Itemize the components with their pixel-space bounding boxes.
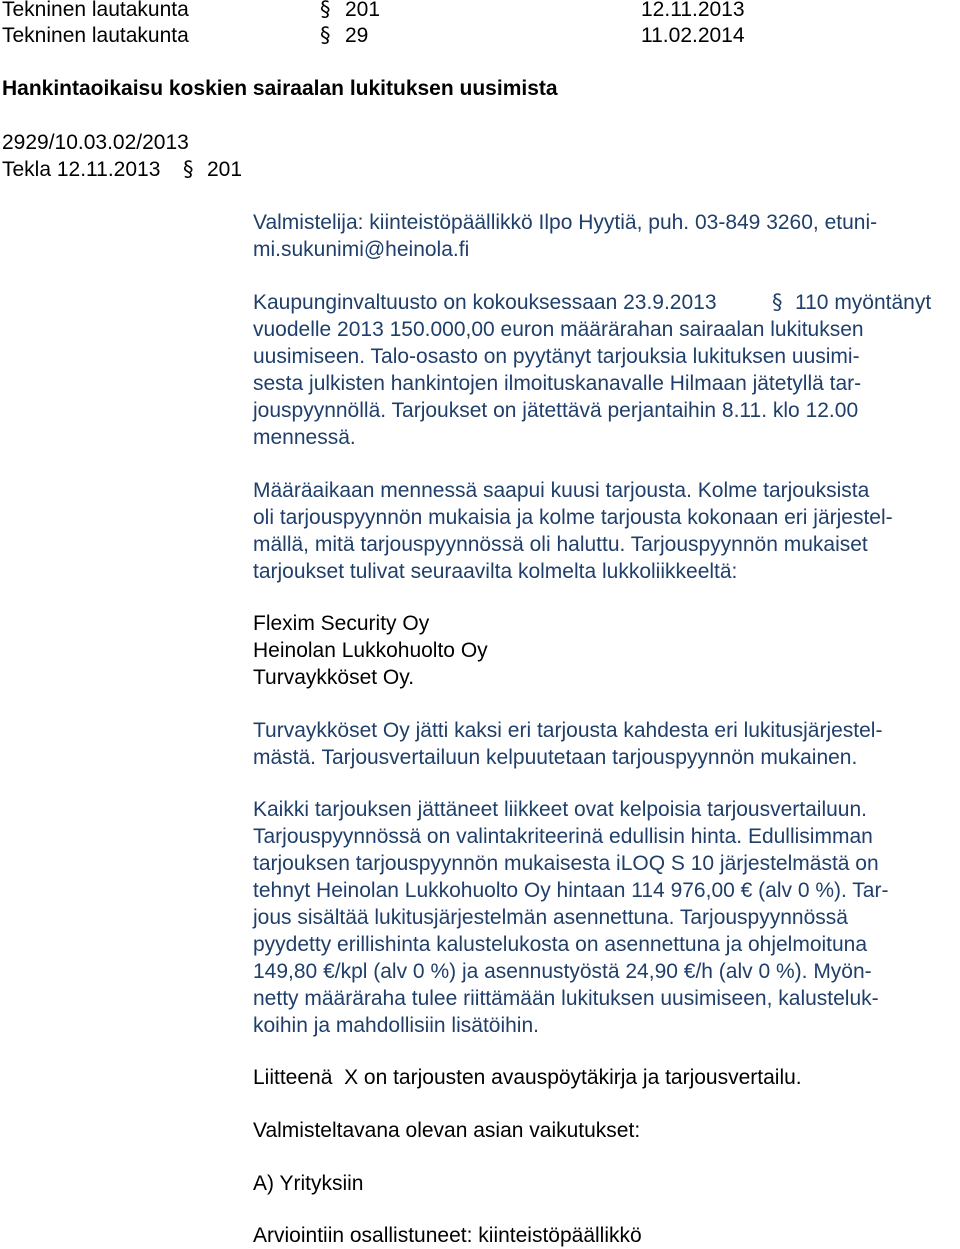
p1-line: jouspyynnöllä. Tarjoukset on jätettävä perjantaihin 8.11. klo 12.00 (253, 399, 859, 422)
meeting-section-number-2: 29 (345, 24, 369, 47)
p2-line: Määräaikaan mennessä saapui kuusi tarjousta. Kolme tarjouksista (253, 479, 870, 502)
preparer-line-1: Valmistelija: kiinteistöpäällikkö Ilpo Hyytiä, puh. 03-849 3260, etuni- (253, 211, 878, 234)
p4-line: tehnyt Heinolan Lukkohuolto Oy hintaan 114 976,00 € (alv 0 %). Tar- (253, 879, 889, 902)
p1-line: mennessä. (253, 426, 356, 449)
preparer-line-2: mi.sukunimi@heinola.fi (253, 238, 470, 261)
p4-line: tarjouksen tarjouspyynnön mukaisesta iLOQ S 10 järjestelmästä on (253, 852, 879, 875)
p4-line: netty määräraha tulee riittämään lukituksen uusimiseen, kalusteluk- (253, 987, 879, 1010)
p2-line: mällä, mitä tarjouspyynnössä oli haluttu. Tarjouspyynnön mukaiset (253, 533, 868, 556)
company-name: Flexim Security Oy (253, 612, 430, 635)
p2-line: oli tarjouspyynnön mukaisia ja kolme tarjousta kokonaan eri järjestel- (253, 506, 893, 529)
assessors-line: Arviointiin osallistuneet: kiinteistöpäällikkö (253, 1224, 642, 1247)
reference-section-number: 201 (207, 158, 243, 181)
document-title: Hankintaoikaisu koskien sairaalan lukituksen uusimista (2, 77, 558, 100)
meeting-body-1: Tekninen lautakunta (2, 0, 189, 21)
section-sign-2: § (320, 23, 331, 47)
section-sign-1: § (320, 0, 331, 21)
p1-first-line-a: Kaupunginvaltuusto on kokouksessaan 23.9.2013 (253, 291, 717, 314)
p4-line: koihin ja mahdollisiin lisätöihin. (253, 1014, 539, 1037)
p1-line: vuodelle 2013 150.000,00 euron määrärahan sairaalan lukituksen (253, 318, 864, 341)
p1-first-line-b: 110 myöntänyt (795, 291, 932, 314)
attachment-note: Liitteenä X on tarjousten avauspöytäkirja ja tarjousvertailu. (253, 1066, 802, 1089)
p2-line: tarjoukset tulivat seuraavilta kolmelta lukkoliikkeeltä: (253, 560, 738, 583)
meeting-body-2: Tekninen lautakunta (2, 24, 189, 47)
document-number: 2929/10.03.02/2013 (2, 131, 189, 154)
p1-section-sign: § (772, 290, 783, 314)
p1-line: uusimiseen. Talo-osasto on pyytänyt tarjouksia lukituksen uusimi- (253, 345, 860, 368)
meeting-date-2: 11.02.2014 (641, 24, 745, 47)
p1-line: sesta julkisten hankintojen ilmoituskanavalle Hilmaan jätetyllä tar- (253, 372, 862, 395)
company-name: Heinolan Lukkohuolto Oy (253, 639, 488, 662)
p4-line: jous sisältää lukitusjärjestelmän asennettuna. Tarjouspyynnössä (253, 906, 848, 929)
p4-line: Tarjouspyynnössä on valintakriteerinä edullisin hinta. Edullisimman (253, 825, 873, 848)
p3-line: Turvaykköset Oy jätti kaksi eri tarjousta kahdesta eri lukitusjärjestel- (253, 719, 883, 742)
impact-item-a: A) Yrityksiin (253, 1172, 364, 1195)
p4-line: Kaikki tarjouksen jättäneet liikkeet ovat kelpoisia tarjousvertailuun. (253, 798, 867, 821)
p4-line: 149,80 €/kpl (alv 0 %) ja asennustyöstä 24,90 €/h (alv 0 %). Myön- (253, 960, 872, 983)
meeting-date-1: 12.11.2013 (641, 0, 745, 21)
company-name: Turvaykköset Oy. (253, 666, 415, 689)
impacts-heading: Valmisteltavana olevan asian vaikutukset: (253, 1119, 641, 1142)
reference-prefix: Tekla 12.11.2013 (2, 158, 161, 181)
reference-section-sign: § (183, 157, 194, 181)
p4-line: pyydetty erillishinta kalustelukosta on asennettuna ja ohjelmoituna (253, 933, 868, 956)
p3-line: mästä. Tarjousvertailuun kelpuutetaan tarjouspyynnön mukainen. (253, 746, 858, 769)
meeting-section-number-1: 201 (345, 0, 381, 21)
